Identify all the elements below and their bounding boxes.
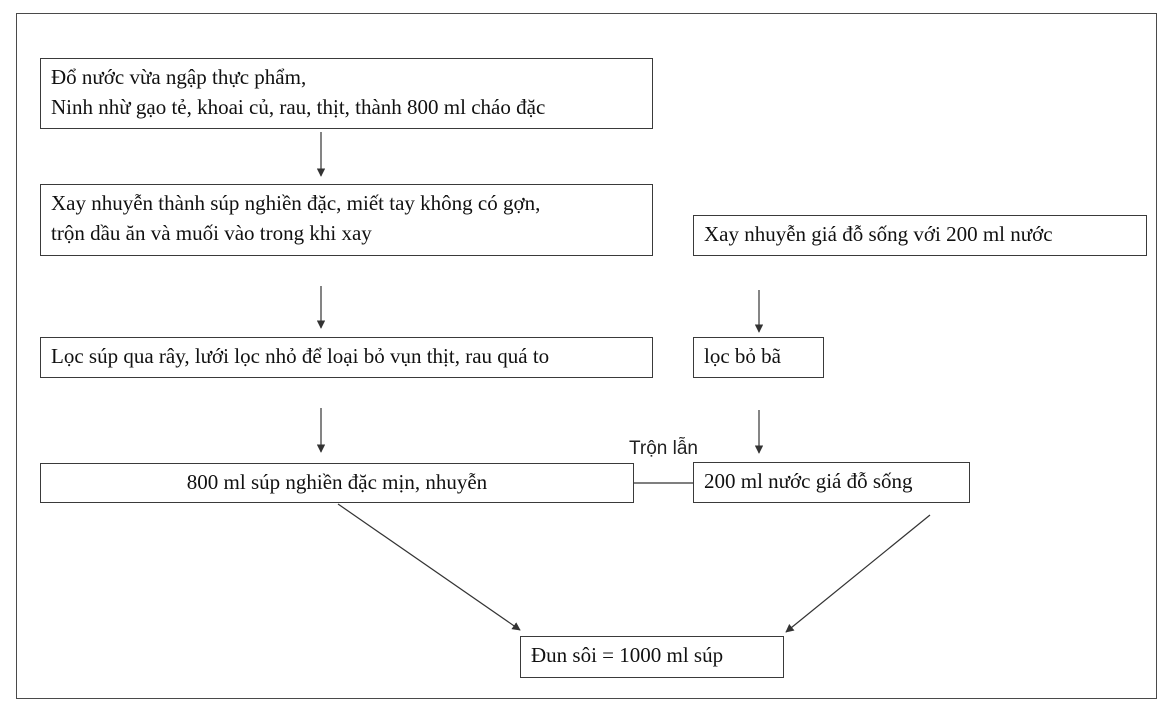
step-boil-line2: Ninh nhừ gạo tẻ, khoai củ, rau, thịt, thành 800 ml cháo đặc (51, 95, 546, 119)
step-blend-line1: Xay nhuyễn thành súp nghiền đặc, miết tay không có gợn, (51, 191, 541, 215)
sprout-filter-box (693, 337, 824, 378)
final-boil-text: Đun sôi = 1000 ml súp (531, 643, 724, 667)
sprout-filter-text: lọc bỏ bã (704, 344, 781, 368)
mix-label: Trộn lẫn (629, 438, 698, 459)
step-boil-line1: Đổ nước vừa ngập thực phẩm, (51, 65, 307, 89)
step-smooth-soup-box (40, 463, 634, 503)
arrow-step4-to-final (338, 504, 520, 630)
sprout-blend-text: Xay nhuyễn giá đỗ sống với 200 ml nước (704, 222, 1053, 246)
sprout-juice-box (693, 462, 970, 503)
step-strain-text: Lọc súp qua rây, lưới lọc nhỏ để loại bỏ vụn thịt, rau quá to (51, 344, 550, 368)
step-blend-box (40, 184, 653, 256)
final-boil-box (520, 636, 784, 678)
step-strain-box (40, 337, 653, 378)
step-smooth-soup-text: 800 ml súp nghiền đặc mịn, nhuyễn (186, 470, 488, 494)
arrow-sprout3-to-final (786, 515, 930, 632)
sprout-blend-box (693, 215, 1147, 256)
step-blend-line2: trộn dầu ăn và muối vào trong khi xay (51, 221, 372, 245)
sprout-juice-text: 200 ml nước giá đỗ sống (704, 469, 913, 493)
step-boil-box (40, 58, 653, 129)
